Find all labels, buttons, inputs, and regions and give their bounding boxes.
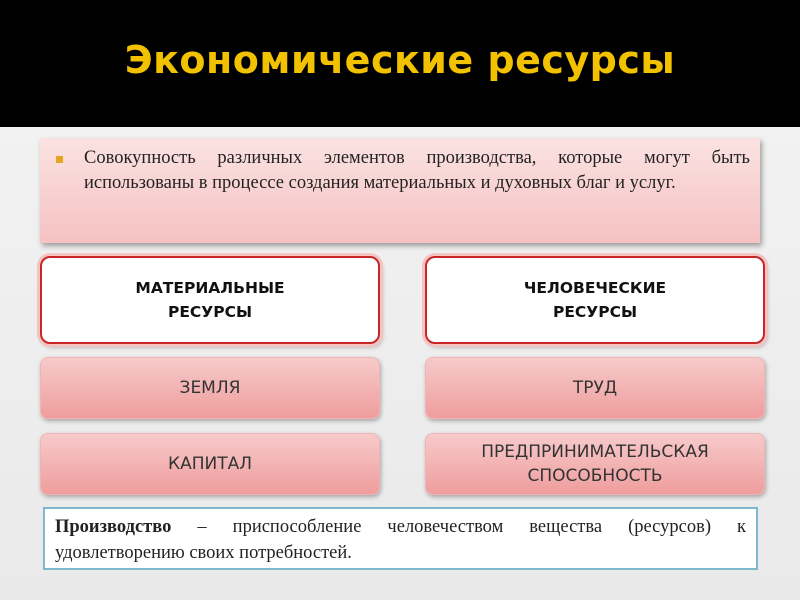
capital-label: КАПИТАЛ: [168, 454, 252, 474]
labor-label: ТРУД: [572, 378, 618, 398]
bullet-icon: [56, 156, 63, 163]
definition-box: [40, 138, 760, 243]
material-resources-card: [40, 256, 380, 344]
material-resources-label: МАТЕРИАЛЬНЫЕ РЕСУРСЫ: [135, 279, 285, 321]
land-label: ЗЕМЛЯ: [179, 378, 241, 398]
human-resources-card: [425, 256, 765, 344]
definition-text: Совокупность различных элементов производства, которые могут быть использованы в процессе создания материальных и духовных благ и услуг.: [84, 148, 750, 193]
production-term: Производство: [55, 517, 172, 537]
production-note: [43, 507, 758, 570]
capital-box: [40, 433, 380, 495]
labor-box: [425, 357, 765, 419]
human-resources-label: ЧЕЛОВЕЧЕСКИЕ РЕСУРСЫ: [523, 279, 667, 321]
production-definition: – приспособление человечеством вещества (ресурсов) к удовлетворению своих потребностей.: [55, 517, 746, 563]
title-bar: [0, 0, 800, 127]
land-box: [40, 357, 380, 419]
entrepreneurship-box: [425, 433, 765, 495]
entrepreneurship-label: ПРЕДПРИНИМАТЕЛЬСКАЯ СПОСОБНОСТЬ: [481, 442, 709, 486]
slide-title: Экономические ресурсы: [124, 37, 676, 82]
